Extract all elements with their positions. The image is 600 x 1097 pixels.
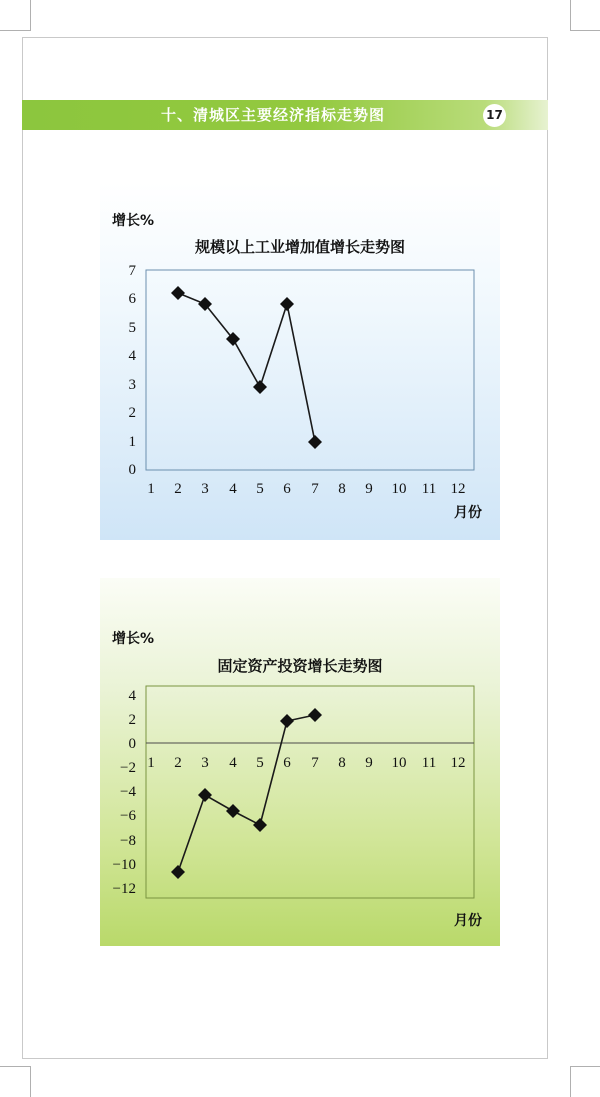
chart2-unit-label: 增长% (112, 631, 155, 647)
svg-text:−10: −10 (112, 857, 136, 873)
chart2-xaxis-label: 月份 (454, 913, 482, 929)
svg-text:3: 3 (201, 481, 209, 497)
page-number-badge: 17 (483, 104, 506, 127)
svg-text:2: 2 (174, 481, 182, 497)
svg-text:1: 1 (128, 434, 136, 450)
svg-text:5: 5 (256, 755, 264, 771)
svg-text:6: 6 (283, 481, 291, 497)
svg-text:−4: −4 (120, 784, 136, 800)
chart1-title: 规模以上工业增加值增长走势图 (194, 238, 405, 256)
crop-mark-top-left (0, 0, 31, 31)
svg-text:12: 12 (450, 755, 466, 771)
page-title: 十、清城区主要经济指标走势图 (160, 106, 385, 124)
crop-mark-top-right (570, 0, 600, 31)
svg-text:8: 8 (338, 481, 346, 497)
svg-text:5: 5 (256, 481, 264, 497)
crop-mark-bottom-left (0, 1066, 31, 1097)
svg-text:3: 3 (128, 377, 136, 393)
section-header-band (22, 100, 548, 130)
svg-text:8: 8 (338, 755, 346, 771)
svg-text:10: 10 (391, 481, 407, 497)
svg-text:12: 12 (450, 481, 466, 497)
svg-text:0: 0 (128, 462, 136, 478)
svg-text:−2: −2 (120, 760, 136, 776)
svg-text:1: 1 (147, 481, 155, 497)
svg-text:6: 6 (128, 291, 136, 307)
svg-text:9: 9 (365, 481, 373, 497)
svg-text:2: 2 (174, 755, 182, 771)
svg-text:1: 1 (147, 755, 155, 771)
svg-text:−12: −12 (112, 881, 136, 897)
svg-text:7: 7 (128, 263, 136, 279)
svg-text:5: 5 (128, 320, 136, 336)
svg-text:−8: −8 (120, 833, 136, 849)
chart-panel-investment (100, 578, 500, 946)
svg-text:11: 11 (421, 481, 437, 497)
crop-mark-bottom-right (570, 1066, 600, 1097)
svg-text:6: 6 (283, 755, 291, 771)
svg-text:4: 4 (229, 481, 237, 497)
chart2-plot (100, 578, 500, 946)
svg-text:9: 9 (365, 755, 373, 771)
svg-text:10: 10 (391, 755, 407, 771)
svg-text:4: 4 (229, 755, 237, 771)
svg-text:11: 11 (421, 755, 437, 771)
svg-text:2: 2 (128, 405, 136, 421)
svg-text:7: 7 (311, 481, 319, 497)
svg-text:0: 0 (128, 736, 136, 752)
chart1-xaxis-label: 月份 (454, 505, 482, 521)
svg-text:3: 3 (201, 755, 209, 771)
chart-panel-industrial (100, 182, 500, 540)
svg-text:4: 4 (128, 688, 136, 704)
svg-text:−6: −6 (120, 808, 136, 824)
chart1-plot (100, 182, 500, 540)
svg-text:7: 7 (311, 755, 319, 771)
svg-text:2: 2 (128, 712, 136, 728)
chart2-title: 固定资产投资增长走势图 (217, 657, 383, 675)
chart1-unit-label: 增长% (112, 213, 155, 229)
svg-text:4: 4 (128, 348, 136, 364)
